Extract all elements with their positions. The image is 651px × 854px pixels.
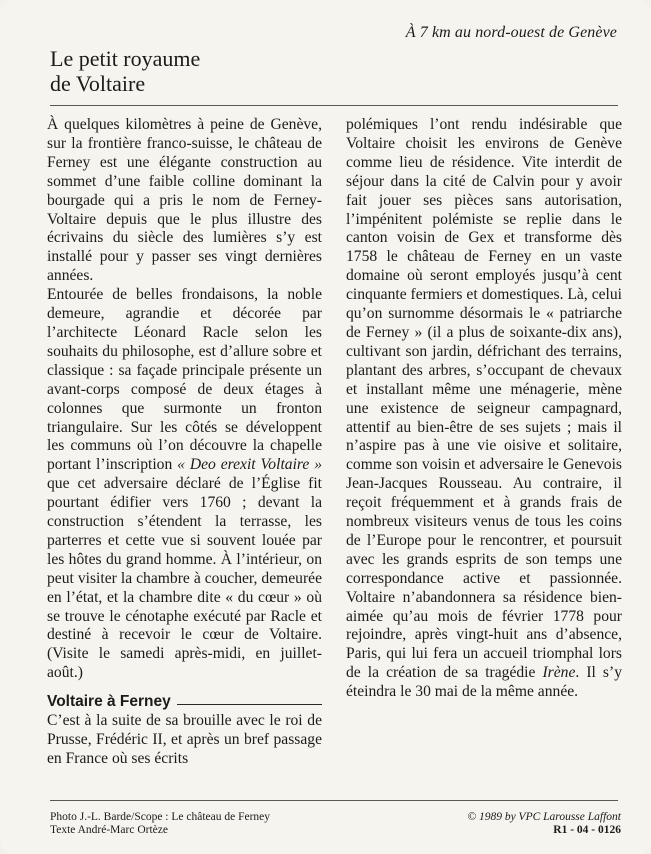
history-text: polémiques l’ont rendu indésirable que Voltaire choisit les environs de Genève comme lieu de résidence. Vite interdit de séjour dans la cité de Calvin pour y avoir fait jouer ses pièces sans autorisation, l’impénitent polémiste se replie dans le canton voisin de Gex et transforme dès 1758 le château de Ferney en un vaste domaine où seront employés jusqu’à cent cinquante fermiers et domestiques. Là, celui qu’on surnomme désormais le « patriarche de Ferney » (il a plus de soixante-dix ans), cultivant son jardin, défrichant des terrains, plantant des arbres, s’occupant de chevaux et installant même une ménagerie, mène une existence de seigneur campagnard, attentif au bien-être de ses sujets ; mais il n’aspire pas à une vie oisive et solitaire, comme son voisin et adversaire le Genevois Jean-Jacques Rousseau. Au contraire, il reçoit fréquemment et à grands frais de nombreux visiteurs venus de tous les coins de l’Europe pour le rencontrer, et poursuit avec les grands esprits de son temps une correspondance active et passionnée. Voltaire n’abandonnera sa résidence bien-aimée qu’au mois de février 1778 pour rejoindre, après vingt-huit ans d’absence, Paris, qui lui fera un accueil triomphal lors de la création de sa tragédie [346, 116, 622, 682]
page-title [50, 46, 200, 96]
title-line-1: Le petit royaume [50, 46, 201, 71]
left-column [47, 116, 322, 769]
text-credit: Texte André-Marc Ortèze [50, 824, 168, 836]
paragraph-history-continued [346, 116, 622, 702]
history-ending: . Il s’y éteindra le 30 mai de la même année. [346, 664, 622, 701]
credits [50, 811, 270, 837]
title-line-2: de Voltaire [50, 71, 146, 96]
paragraph-intro: À quelques kilomètres à peine de Genève, sur la frontière franco-suisse, le château de Ferney est une élégante construction au sommet d’une faible colline dominant la bourgade qui a pris le nom de Ferney-Voltaire depuis que le plus illustre des écrivains du siècle des lumières s’y est installé pour y passer ses vingt dernières années. [47, 116, 322, 285]
card-code: R1 - 04 - 0126 [553, 824, 621, 836]
right-column [346, 116, 622, 702]
top-divider [50, 105, 618, 106]
bottom-divider [50, 800, 618, 801]
play-title: Irène [542, 664, 576, 682]
description-text-1: Entourée de belles frondaisons, la noble demeure, agrandie et décorée par l’architecte Léonard Racle selon les souhaits du philosophe, est d’allure sobre et classique : sa façade principale présente un avant-corps composé de deux étages à colonnes que surmonte un fronton triangulaire. Sur les côtés se développent les communs où l’on découvre la chapelle portant l’inscription [47, 286, 322, 474]
description-text-2: que cet adversaire déclaré de l’Église fit pourtant édifier vers 1760 ; devant la construction s’étendent la terrasse, les parterres et cette vue si souvent louée par les hôtes du grand homme. À l’intérieur, on peut visiter la chambre à coucher, demeurée en l’état, et la chambre dite « du cœur » où se trouve le cénotaphe exécuté par Racle et destiné à recevoir le cœur de Voltaire. (Visite le samedi après-midi, en juillet-août.) [47, 475, 322, 682]
copyright: © 1989 by VPC Larousse Laffont [467, 811, 621, 823]
paragraph-history-start: C’est à la suite de sa brouille avec le roi de Prusse, Frédéric II, et après un bref passage en France où ses écrits [47, 712, 322, 767]
location-caption: À 7 km au nord-ouest de Genève [405, 24, 617, 41]
subheading-text: Voltaire à Ferney [47, 693, 171, 711]
subheading-rule [177, 704, 322, 705]
inscription-quote: « Deo erexit Voltaire » [177, 456, 322, 474]
publisher-info [467, 811, 621, 837]
paragraph-description [47, 286, 322, 683]
photo-credit: Photo J.-L. Barde/Scope : Le château de Ferney [50, 811, 271, 823]
section-subheading [47, 693, 322, 712]
